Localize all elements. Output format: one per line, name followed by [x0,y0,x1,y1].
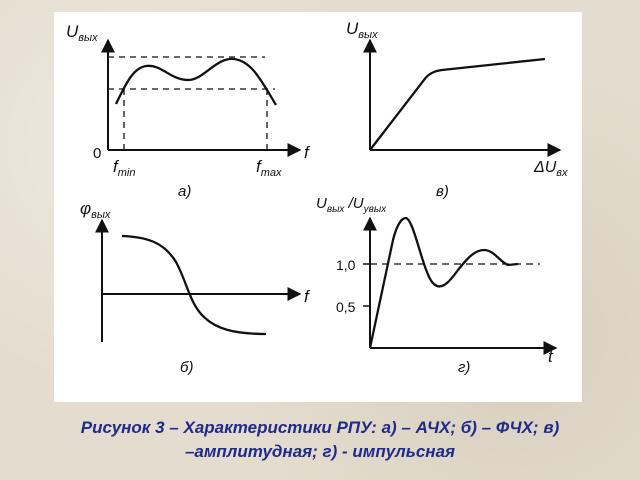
panel-v-amplitude-curve [370,59,545,150]
panel-g-y-axis-label: $U_{вых}$ $/U_{увых}$ [316,195,387,215]
panel-b-phase-response [80,199,311,376]
panel-g-x-axis-label: t [548,347,553,366]
panel-b-tag: б) [180,359,194,376]
caption-line-1: Рисунок 3 – Характеристики РПУ: а) – АЧХ; б) – ФЧХ; в) [80,418,560,437]
panel-a-tag: а) [178,183,192,200]
panel-b-x-axis-label: f [304,287,309,306]
panel-g-tick-label-05: 0,5 [336,299,356,315]
panel-b-phase-curve [122,236,266,334]
panel-v-x-axis-label: $\Delta U_{вх}$ [534,159,568,179]
panel-a-x-axis-label: f [304,143,309,162]
panel-a-fmin-label: $f_{min}$ [113,157,136,179]
panel-g-tick-label-1: 1,0 [336,257,356,273]
panel-a-response-curve [116,59,276,105]
panel-a-frequency-response [66,22,311,200]
panel-a-y-axis-label: $U_{вых}$ [66,22,98,44]
panel-b-y-axis-label: $\varphi_{вых}$ [80,199,111,221]
panel-a-fmax-label: $f_{max}$ [256,157,282,179]
panel-g-transient-response [316,195,556,376]
panel-v-amplitude-characteristic [346,19,568,200]
caption-line-2: –амплитудная; г) - импульсная [184,442,456,461]
panel-g-transient-curve [370,218,518,348]
panel-v-tag: в) [436,183,449,200]
panel-v-y-axis-label: $U_{вых}$ [346,19,378,41]
panel-a-origin-label: 0 [93,145,102,162]
panel-g-tag: г) [458,359,471,376]
